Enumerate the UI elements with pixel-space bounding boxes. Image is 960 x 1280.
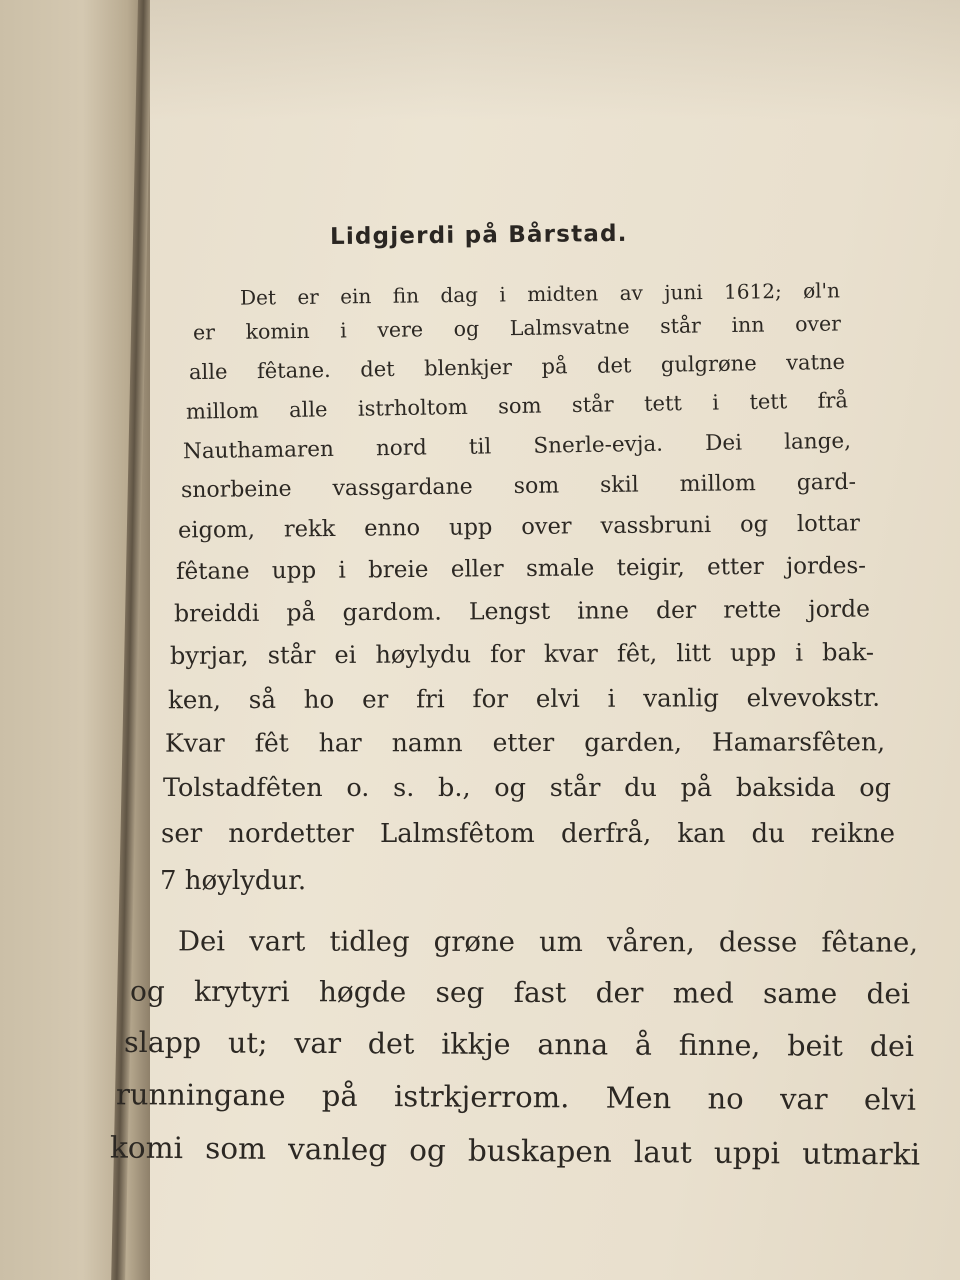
text-line: Dei vart tidleg grøne um våren, desse fêtane,	[177, 925, 919, 959]
text-line: er komin i vere og Lalmsvatne står inn over	[192, 311, 842, 345]
text-line: millom alle istrholtom som står tett i tett frå	[185, 388, 849, 424]
text-line: snorbeine vassgardane som skil millom gard-	[180, 469, 857, 504]
text-line: byrjar, står ei høylydu for kvar fêt, litt upp i bak-	[169, 638, 875, 670]
text-line: komi som vanleg og buskapen laut uppi utmarki	[109, 1130, 921, 1172]
text-line: Tolstadfêten o. s. b., og står du på baksida og	[163, 773, 891, 803]
text-line: ser nordetter Lalmsfêtom derfrå, kan du reikne	[161, 819, 895, 849]
text-line: Kvar fêt har namn etter garden, Hamarsfêten,	[164, 727, 886, 758]
text-line: alle fêtane. det blenkjer på det gulgrøne vatne	[188, 349, 846, 385]
text-line: eigom, rekk enno upp over vassbruni og lottar	[177, 510, 861, 544]
text-line: fêtane upp i breie eller smale teigir, etter jordes-	[175, 552, 867, 586]
text-line: 7 høylydur.	[160, 866, 307, 896]
chapter-title: Lidgjerdi på Bårstad.	[329, 220, 628, 250]
text-line: runningane på istrkjerrom. Men no var elvi	[115, 1077, 917, 1117]
text-line: ken, så ho er fri for elvi i vanlig elvevokstr.	[167, 682, 881, 715]
text-line: breiddi på gardom. Lengst inne der rette jorde	[173, 594, 871, 628]
text-line: Det er ein fin dag i midten av juni 1612; øl'n	[239, 278, 841, 310]
text-line: og krytyri høgde seg fast der med same dei	[129, 974, 911, 1011]
text-line: Nauthamaren nord til Snerle-evja. Dei lange,	[182, 428, 852, 465]
text-line: slapp ut; var det ikkje anna å finne, beit dei	[123, 1025, 915, 1064]
